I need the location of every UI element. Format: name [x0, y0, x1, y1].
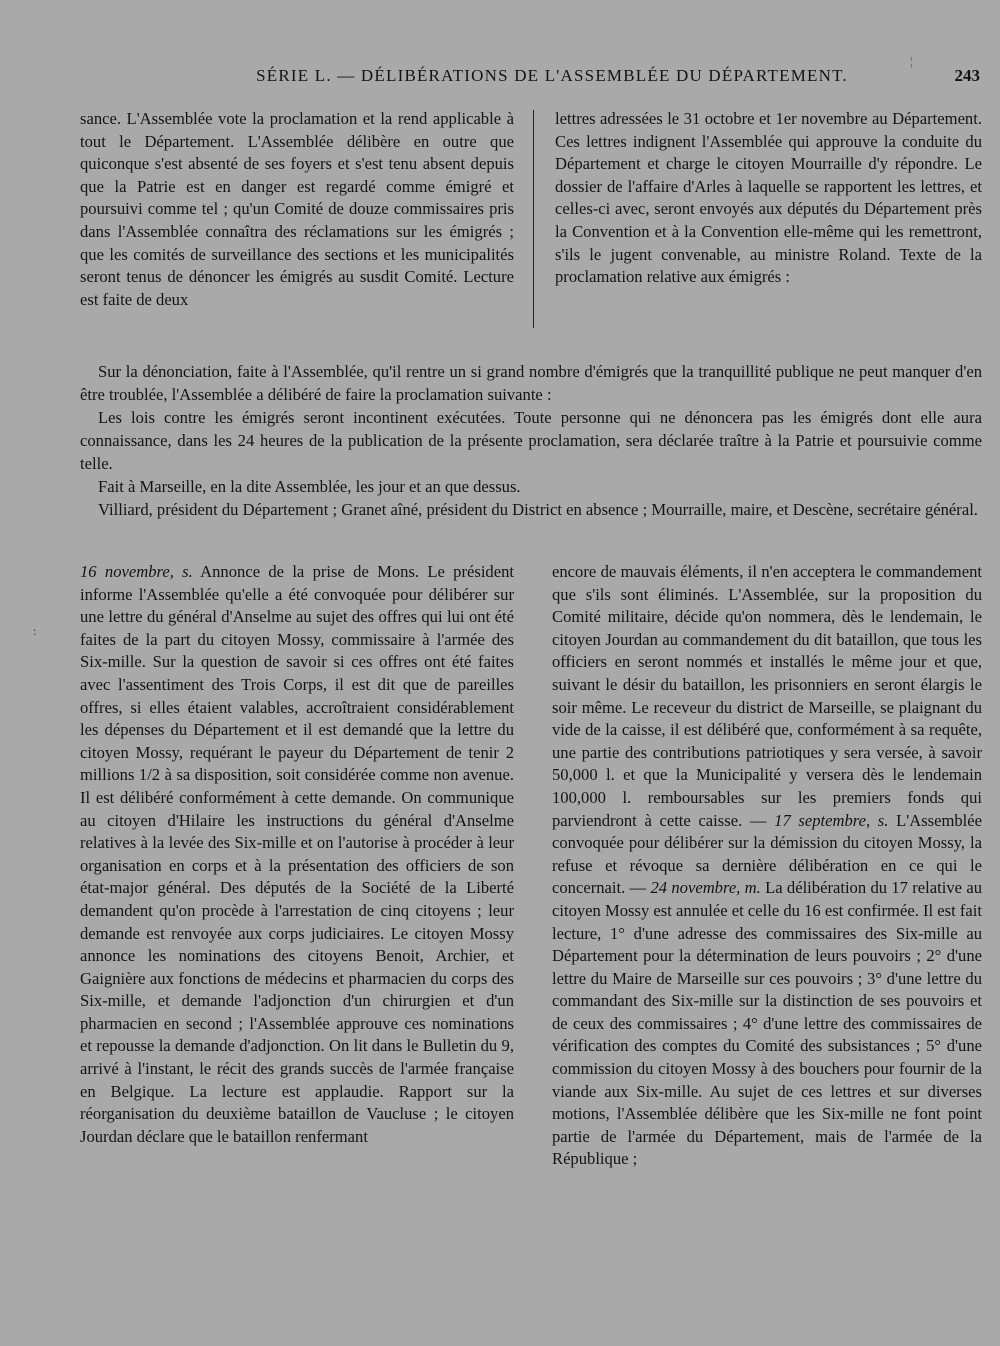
bottom-right-paragraph — [552, 561, 982, 1171]
top-left-column — [80, 108, 514, 311]
date-heading: 24 novembre, m. — [650, 878, 761, 898]
bottom-right-text-1: encore de mauvais éléments, il n'en acceptera le commandement que s'ils sont éliminés. L'Assemblée, sur la proposition du Comité militaire, décide qu'on nommera, dès le lendemain, le citoyen Jourdan au commandement du dit bataillon, que tous les officiers en seront nommés et installés le même jour et que, suivant le désir du bataillon, les prisonniers en seront élargis le soir même. Le receveur du district de Marseille, se plaignant du vide de la caisse, il est délibéré que, conformément à sa requête, une partie des contributions patriotiques y sera versée, à savoir 50,000 l. et que la Municipalité y versera dès le lendemain 100,000 l. remboursables sur les premiers fonds qui parviendront à cette caisse. — — [552, 562, 982, 830]
proclamation-intro: Sur la dénonciation, faite à l'Assemblée, qu'il rentre un si grand nombre d'émigrés que la tranquillité publique ne peut manquer d'en être troublée, l'Assemblée a délibéré de faire la proclamation suivante : — [80, 362, 982, 404]
bottom-right-text-2: L'Assemblée convoquée pour délibérer sur la démission du citoyen Mossy, la refuse et révoque sa dernière délibération en ce qui le concernait. — — [552, 810, 983, 898]
column-divider — [533, 110, 534, 328]
top-right-text: lettres adressées le 31 octobre et 1er novembre au Département. Ces lettres indignent l'Assemblée qui approuve la conduite du Département et charge le citoyen Mourraille d'y répondre. Le dossier de l'affaire d'Arles à laquelle se rapportent les lettres, et celles-ci avec, seront envoyés aux députés du Département près la Convention et à la Convention elle-même qui les remettront, s'ils le jugent convenable, au ministre Roland. Texte de la proclamation relative aux émigrés : — [555, 109, 982, 287]
top-right-column — [555, 108, 982, 289]
corner-mark: ¦ — [910, 54, 913, 68]
bottom-left-paragraph — [80, 561, 514, 1148]
running-header — [80, 66, 980, 96]
running-title: SÉRIE L. — DÉLIBÉRATIONS DE L'ASSEMBLÉE DU DÉPARTEMENT. — [256, 66, 848, 85]
bottom-left-column — [80, 561, 514, 1148]
proclamation-body: Les lois contre les émigrés seront incontinent exécutées. Toute personne qui ne dénoncera pas les émigrés dont elle aura connaissance, dans les 24 heures de la publication de la présente proclamation, sera déclarée traître à la Patrie et poursuivie comme telle. — [80, 408, 982, 473]
margin-mark: : — [33, 624, 37, 638]
date-heading: 17 septembre, s. — [774, 810, 889, 830]
bottom-right-column — [552, 561, 982, 1171]
proclamation-date-line: Fait à Marseille, en la dite Assemblée, les jour et an que dessus. — [98, 477, 521, 496]
page-number: 243 — [954, 66, 980, 85]
proclamation-block — [80, 360, 982, 521]
bottom-right-text-3: La délibération du 17 relative au citoyen Mossy est annulée et celle du 16 est confirmée. Il est fait lecture, 1° d'une adresse des commissaires des Six-mille au Département pour la détermination de leurs pouvoirs ; 2° d'une lettre du Maire de Marseille sur ces pouvoirs ; 3° d'une lettre du commandant des Six-mille sur la distinction de ses pouvoirs et de ceux des commissaires ; 4° d'une lettre des commissaires de vérification des comptes du Comité des subsistances ; 5° d'une commission du citoyen Mossy à des bouchers pour fournir de la viande aux Six-mille. Au sujet de ces lettres et sur diverses motions, l'Assemblée délibère que les Six-mille ne font point partie de l'armée du Département, mais de l'armée de la République ; — [552, 878, 982, 1169]
date-heading: 16 novembre, s. — [80, 562, 193, 581]
bottom-left-text: Annonce de la prise de Mons. Le président informe l'Assemblée qu'elle a été convoquée pour délibérer sur une lettre du général d'Anselme au sujet des offres qui lui ont été faites de la part du citoyen Mossy, commissaire à l'armée des Six-mille. Sur la question de savoir si ces offres ont été faites avec l'assentiment des Trois Corps, il est dit que de pareilles offres, si elles étaient valables, accroîtraient considérablement les dépenses du Département et il est demandé que la lettre du citoyen Mossy, requérant le payeur du Département de tenir 2 millions 1/2 à sa disposition, soit considérée comme non avenue. Il est délibéré conformément à cette demande. On communique au citoyen d'Hilaire les instructions du général d'Anselme relatives à la levée des Six-mille et on l'autorise à procéder à leur organisation en corps et à la présentation des officiers de son état-major général. Des députés de la Société de la Liberté demandent qu'on procède à l'arrestation de cinq citoyens ; leur demande est renvoyée aux corps judiciaires. Le citoyen Mossy annonce les nominations des citoyens Benoit, Archier, et Gaignière aux fonctions de médecins et pharmacien du corps des Six-mille, et demande l'adjonction d'un chirurgien et d'un pharmacien en second ; l'Assemblée approuve ces nominations et repousse la demande d'adjonction. On lit dans le Bulletin du 9, arrivé à l'instant, le récit des grands succès de l'armée française en Belgique. La lecture est applaudie. Rapport sur la réorganisation du deuxième bataillon de Vaucluse ; le citoyen Jourdan déclare que le bataillon renfermant — [80, 562, 514, 1146]
top-left-text: sance. L'Assemblée vote la proclamation et la rend applicable à tout le Département. L'Assemblée délibère en outre que quiconque s'est absenté de ses foyers et s'est tenu absent depuis que la Patrie est en danger est regardé comme émigré et poursuivi comme tel ; qu'un Comité de douze commissaires pris dans l'Assemblée connaîtra des réclamations sur les émigrés ; que les comités de surveillance des sections et les municipalités seront tenus de dénoncer les émigrés au susdit Comité. Lecture est faite de deux — [80, 109, 514, 309]
proclamation-signatures: Villiard, président du Département ; Granet aîné, président du District en absence ; Mourraille, maire, et Descène, secrétaire général. — [98, 500, 978, 519]
